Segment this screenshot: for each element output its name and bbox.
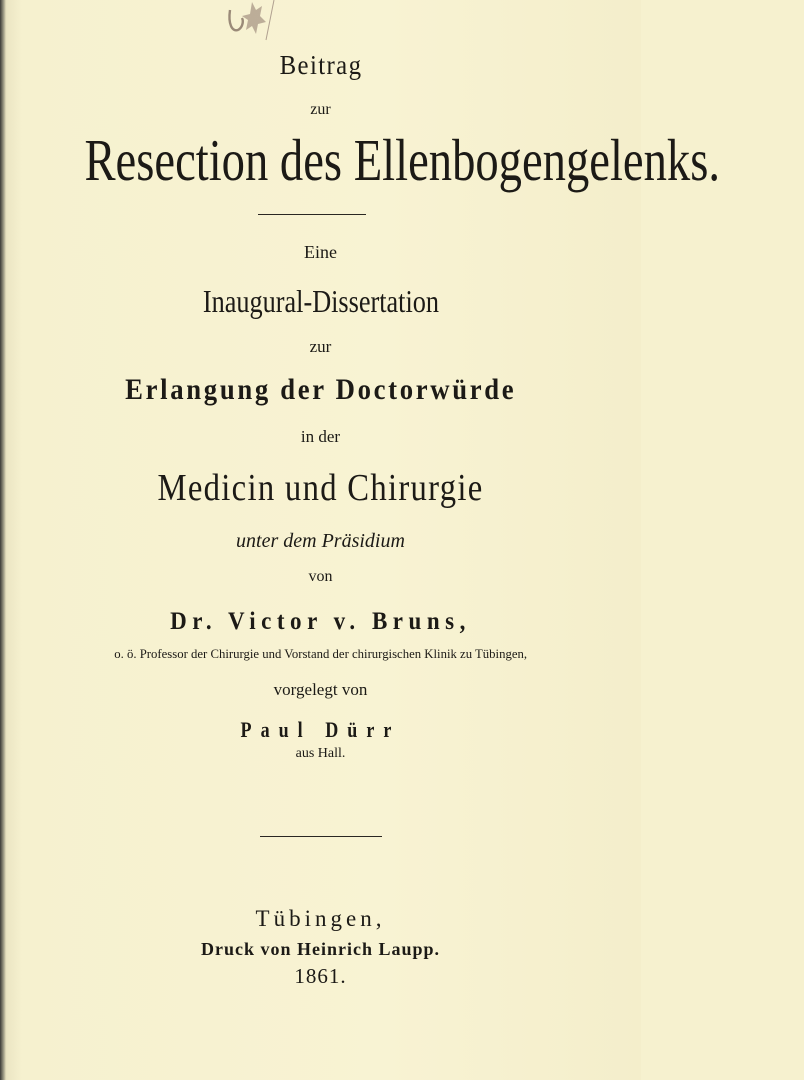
beitrag-line (0, 50, 641, 81)
praesidium-line (0, 530, 641, 553)
divider-top (258, 214, 366, 215)
von-line (0, 568, 641, 586)
president-name: Dr. Victor v. Bruns, (170, 608, 471, 635)
zur-text-1: zur (310, 101, 331, 118)
author-origin: aus Hall. (295, 746, 346, 761)
author-line (0, 717, 641, 743)
year-line (0, 964, 641, 989)
in-der-text: in der (300, 427, 341, 446)
faculty-title: Medicin und Chirurgie (157, 467, 484, 509)
president-title-line (0, 646, 641, 662)
printer-line (0, 939, 641, 960)
printer-text: Druck von Heinrich Laupp. (200, 939, 441, 959)
vorgelegt-text: vorgelegt von (273, 680, 368, 699)
degree-line (0, 371, 641, 409)
degree-title: Erlangung der Doctorwürde (124, 373, 517, 406)
in-der-line (0, 427, 641, 447)
year-text: 1861. (294, 964, 347, 988)
president-title: o. ö. Professor der Chirurgie und Vorstand der chirurgischen Klinik zu Tübingen, (114, 646, 527, 661)
president-line (0, 608, 641, 636)
zur-line-2 (0, 337, 641, 357)
praesidium-text: unter dem Präsidium (236, 530, 405, 552)
divider-bottom (260, 836, 382, 837)
city-text: Tübingen, (255, 906, 386, 931)
vorgelegt-line (0, 680, 641, 700)
eine-line (0, 242, 641, 263)
dissertation-line (0, 281, 641, 321)
author-origin-line (0, 746, 641, 762)
main-title-line (0, 125, 721, 195)
author-name: Paul Dürr (240, 717, 401, 742)
city-line (0, 906, 641, 932)
von-text: von (308, 568, 333, 585)
main-title: Resection des Ellenbogengelenks. (84, 127, 721, 193)
beitrag-text: Beitrag (279, 50, 362, 80)
zur-line-1 (0, 101, 641, 119)
zur-text-2: zur (309, 337, 332, 356)
library-stamp (222, 0, 282, 40)
faculty-line (0, 465, 641, 511)
eine-text: Eine (304, 242, 337, 262)
dissertation-title: Inaugural-Dissertation (202, 283, 439, 319)
